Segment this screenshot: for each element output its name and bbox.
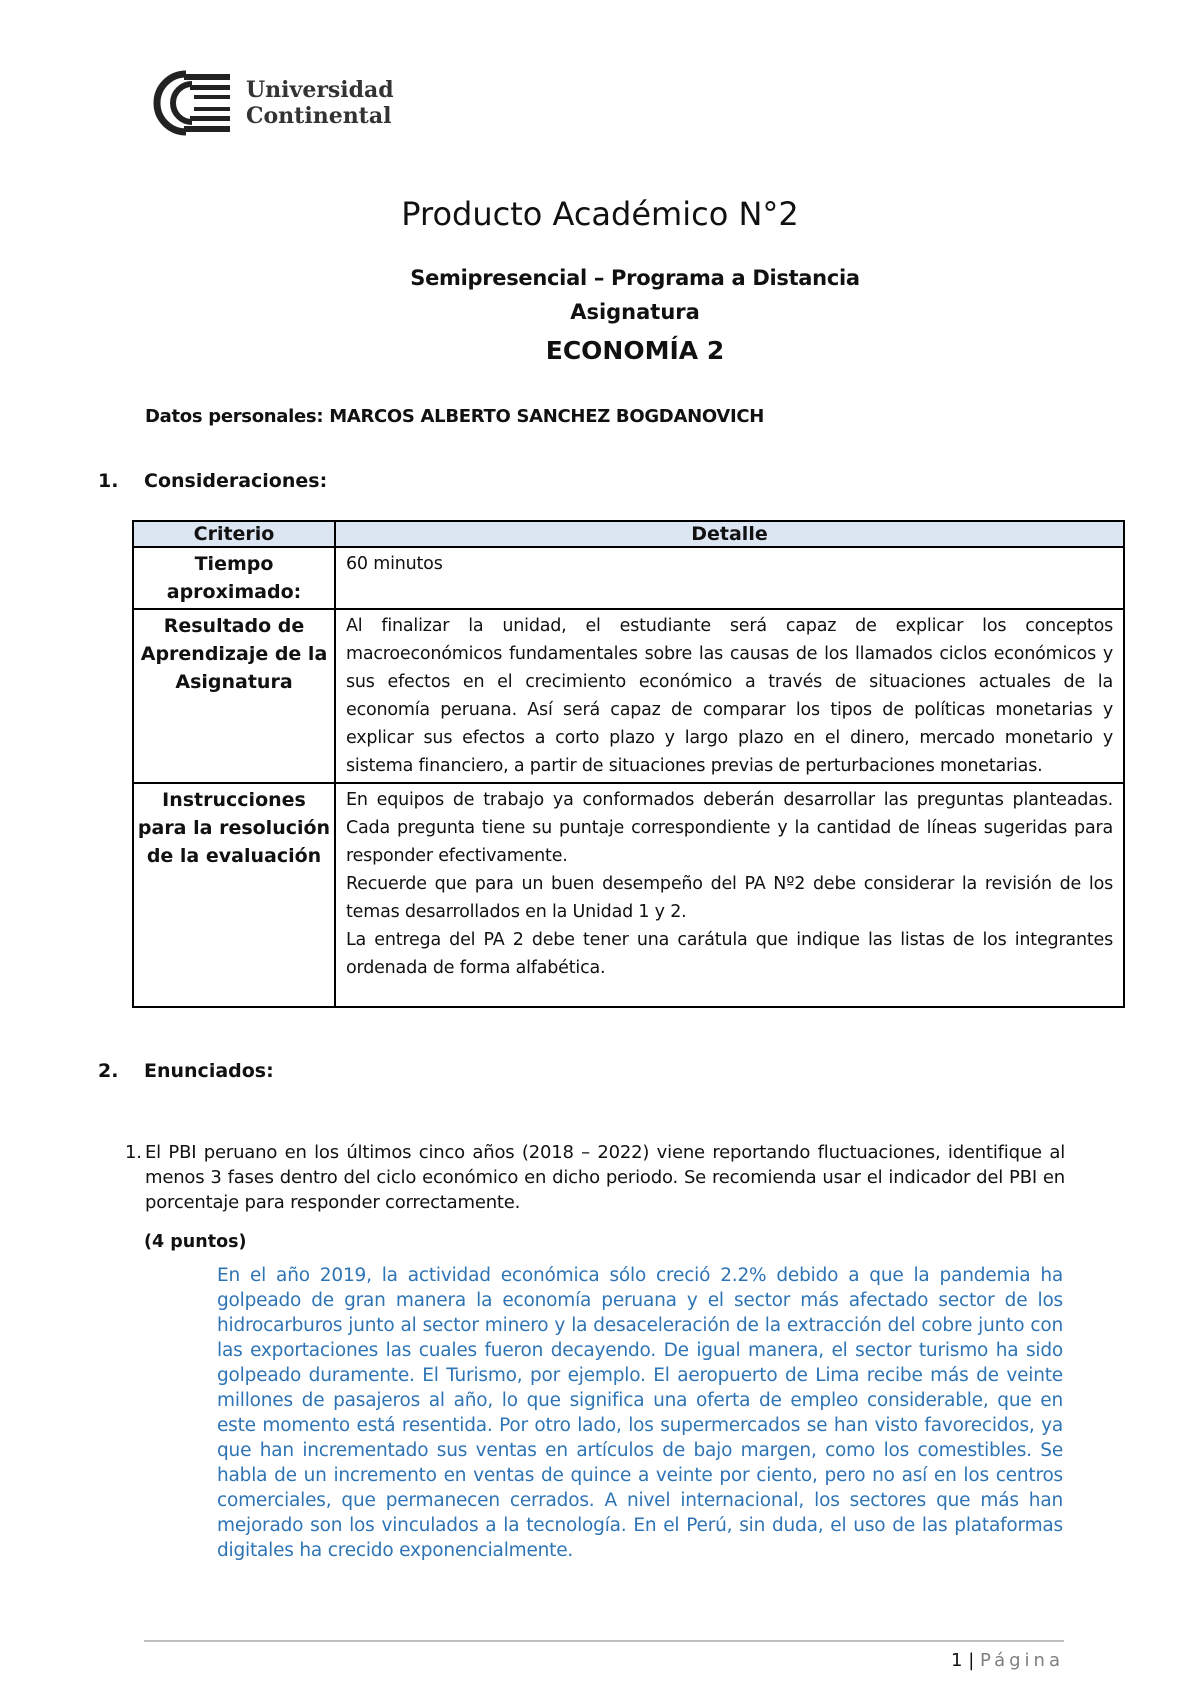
criterio-cell: Instrucciones para la resolución de la evaluación bbox=[133, 783, 335, 1007]
section-number: 2. bbox=[98, 1060, 119, 1082]
logo-line-2: Continental bbox=[246, 103, 392, 129]
footer-separator: | bbox=[968, 1650, 975, 1671]
detalle-cell bbox=[335, 547, 1124, 609]
logo-line-1: Universidad bbox=[246, 77, 394, 103]
detalle-paragraph: Recuerde que para un buen desempeño del PA Nº2 debe considerar la revisión de los temas desarrollados en la Unidad 1 y 2. bbox=[346, 874, 1113, 922]
table-row bbox=[133, 547, 1124, 609]
logo-wordmark bbox=[246, 77, 394, 129]
question-text: El PBI peruano en los últimos cinco años (2018 – 2022) viene reportando fluctuaciones, identifique al menos 3 fases dentro del ciclo económico en dicho periodo. Se recomienda usar el indicador del PBI en porcentaje para responder correctamente. bbox=[145, 1142, 1065, 1213]
table-header-row bbox=[133, 521, 1124, 547]
page-number: 1 bbox=[951, 1650, 963, 1671]
detalle-cell bbox=[335, 783, 1124, 1007]
detalle-paragraph: La entrega del PA 2 debe tener una carátula que indique las listas de los integrantes ordenada de forma alfabética. bbox=[346, 930, 1113, 978]
section-heading-consideraciones bbox=[98, 470, 327, 492]
page-footer bbox=[951, 1650, 1064, 1671]
criterio-cell: Resultado de Aprendizaje de la Asignatura bbox=[133, 609, 335, 783]
university-logo bbox=[144, 70, 394, 136]
table-row bbox=[133, 783, 1124, 1007]
section-title: Consideraciones: bbox=[144, 470, 328, 492]
question-points: (4 puntos) bbox=[144, 1232, 247, 1252]
table-row bbox=[133, 609, 1124, 783]
answer-text: En el año 2019, la actividad económica sólo creció 2.2% debido a que la pandemia ha golpeado de gran manera la economía peruana y el sector más afectado sector de los hidrocarburos junto al sector minero y la desaceleración de la extracción del cobre junto con las exportaciones las cuales fueron decayendo. De igual manera, el sector turismo ha sido golpeado duramente. El Turismo, por ejemplo. El aeropuerto de Lima recibe más de veinte millones de pasajeros al año, lo que significa una oferta de empleo considerable, que en este momento está resentida. Por otro lado, los supermercados se han visto favorecidos, ya que han incrementado sus ventas en artículos de bajo margen, como los comestibles. Se habla de un incremento en ventas de quince a veinte por ciento, pero no así en los centros comerciales, que permanecen cerrados. A nivel internacional, los sectores que más han mejorado son los vinculados a la tecnología. En el Perú, sin duda, el uso de las plataformas digitales ha crecido exponencialmente. bbox=[217, 1265, 1063, 1561]
detalle-cell bbox=[335, 609, 1124, 783]
subtitle: Semipresencial – Programa a Distancia bbox=[410, 266, 860, 290]
page-label: Página bbox=[980, 1650, 1064, 1671]
column-header-criterio: Criterio bbox=[133, 521, 335, 547]
question-1 bbox=[125, 1140, 1065, 1213]
column-header-detalle: Detalle bbox=[335, 521, 1124, 547]
page-title: Producto Académico N°2 bbox=[401, 195, 799, 233]
section-title: Enunciados: bbox=[144, 1060, 274, 1082]
question-number: 1. bbox=[125, 1142, 142, 1163]
asignatura-label: Asignatura bbox=[570, 300, 700, 324]
section-heading-enunciados bbox=[98, 1060, 274, 1082]
continental-logo-icon bbox=[144, 70, 234, 136]
personal-data: Datos personales: MARCOS ALBERTO SANCHEZ BOGDANOVICH bbox=[145, 406, 765, 427]
detalle-paragraph: En equipos de trabajo ya conformados deberán desarrollar las preguntas planteadas. Cada pregunta tiene su puntaje correspondiente y la cantidad de líneas sugeridas para responder efectivamente. bbox=[346, 790, 1113, 866]
criteria-table bbox=[132, 520, 1125, 1008]
criterio-cell: Tiempo aproximado: bbox=[133, 547, 335, 609]
detalle-paragraph: 60 minutos bbox=[346, 554, 443, 574]
section-number: 1. bbox=[98, 470, 119, 492]
course-name: ECONOMÍA 2 bbox=[545, 336, 725, 365]
footer-divider bbox=[144, 1640, 1064, 1642]
detalle-paragraph: Al finalizar la unidad, el estudiante será capaz de explicar los conceptos macroeconómicos fundamentales sobre las causas de los llamados ciclos económicos y sus efectos en el crecimiento económico a través de situaciones actuales de la economía peruana. Así será capaz de comparar los tipos de políticas monetarias y explicar sus efectos a corto plazo y largo plazo en el dinero, mercado monetario y sistema financiero, a partir de situaciones previas de perturbaciones monetarias. bbox=[346, 616, 1113, 776]
